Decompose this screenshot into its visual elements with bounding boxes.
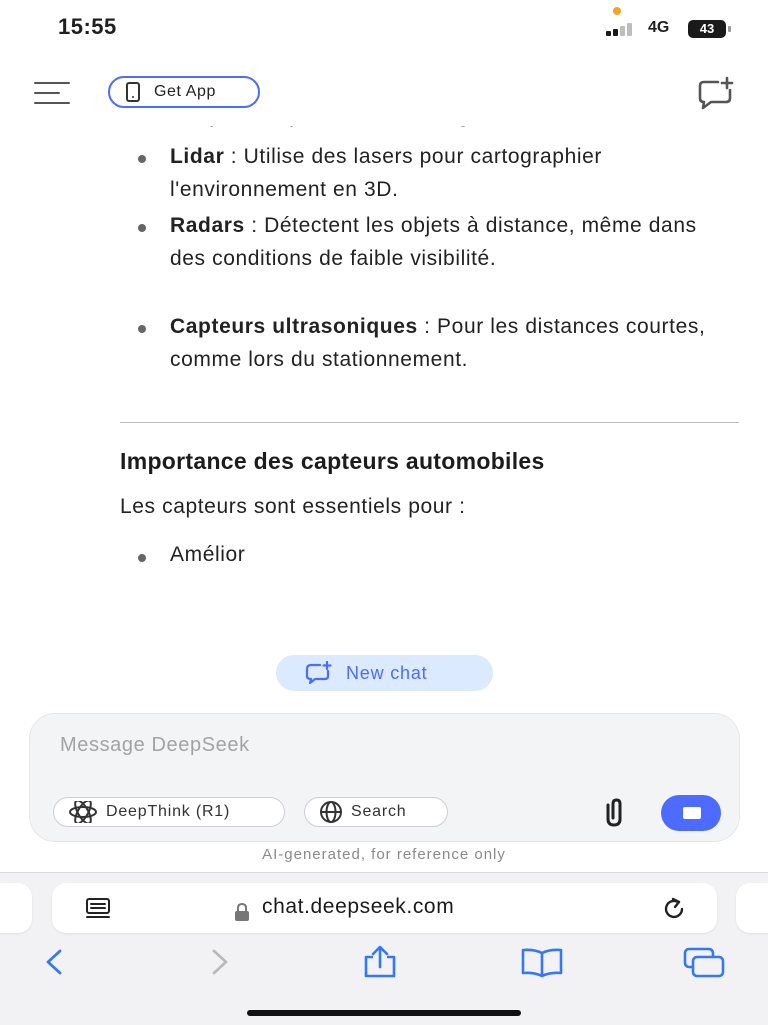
message-composer (29, 713, 740, 842)
paragraph: Les capteurs sont essentiels pour : (120, 495, 466, 518)
back-icon[interactable] (34, 945, 78, 979)
partial-list-item: Amélior (170, 543, 246, 566)
phone-icon (126, 82, 140, 102)
battery-level: 43 (688, 20, 726, 38)
reader-icon[interactable] (84, 896, 114, 922)
list-item-text: : Pour les distances courtes, comme lors du stationnement. (170, 315, 706, 371)
deepthink-label: DeepThink (R1) (106, 803, 231, 820)
message-input[interactable] (58, 730, 662, 760)
share-icon[interactable] (358, 945, 402, 979)
bookmarks-icon[interactable] (520, 945, 564, 979)
section-divider (120, 422, 739, 423)
status-time: 15:55 (58, 14, 117, 39)
new-chat-label: New chat (346, 662, 428, 683)
signal-icon (606, 22, 640, 36)
get-app-button[interactable] (108, 76, 260, 108)
reload-icon[interactable] (660, 895, 688, 923)
network-type: 4G (648, 19, 670, 36)
status-bar (0, 0, 768, 56)
list-item-term: Radars (170, 214, 245, 237)
list-item (170, 209, 730, 275)
home-indicator (247, 1010, 521, 1016)
ai-disclaimer: AI-generated, for reference only (262, 846, 506, 863)
list-item-term: Lidar (170, 145, 225, 168)
next-tab-card[interactable] (736, 883, 768, 933)
list-item-text: : Détectent les objets à distance, même dans des conditions de faible visibilité. (170, 214, 697, 270)
battery-icon (688, 20, 732, 38)
search-label: Search (351, 803, 407, 820)
get-app-label: Get App (154, 83, 217, 100)
forward-icon[interactable] (198, 945, 242, 979)
new-chat-icon (304, 661, 334, 685)
search-button[interactable] (304, 797, 448, 827)
list-item (170, 310, 730, 376)
list-item-text: : Utilise des lasers pour cartographier l'environnement en 3D. (170, 145, 603, 201)
privacy-indicator-dot (613, 7, 621, 15)
section-heading: Importance des capteurs automobiles (120, 448, 545, 474)
new-chat-button[interactable] (276, 655, 493, 691)
url-text: chat.deepseek.com (262, 895, 455, 918)
new-chat-icon[interactable] (694, 76, 738, 112)
app-header (0, 56, 768, 126)
lock-icon (234, 903, 250, 921)
paperclip-icon[interactable] (597, 796, 631, 830)
menu-icon[interactable] (34, 82, 72, 106)
tabs-icon[interactable] (682, 945, 726, 979)
list-item-term: Capteurs ultrasoniques (170, 315, 418, 338)
previous-tab-card[interactable] (0, 883, 32, 933)
deepthink-icon (68, 801, 98, 823)
bullet-point (138, 325, 146, 333)
browser-toolbar (0, 872, 768, 1025)
address-bar[interactable] (52, 883, 717, 933)
bullet-point (138, 155, 146, 163)
send-icon (683, 807, 701, 819)
globe-icon (319, 800, 343, 824)
bullet-point (138, 554, 146, 562)
bullet-point (138, 224, 146, 232)
deepthink-button[interactable] (53, 797, 285, 827)
list-item (170, 140, 730, 206)
send-button[interactable] (661, 795, 721, 831)
